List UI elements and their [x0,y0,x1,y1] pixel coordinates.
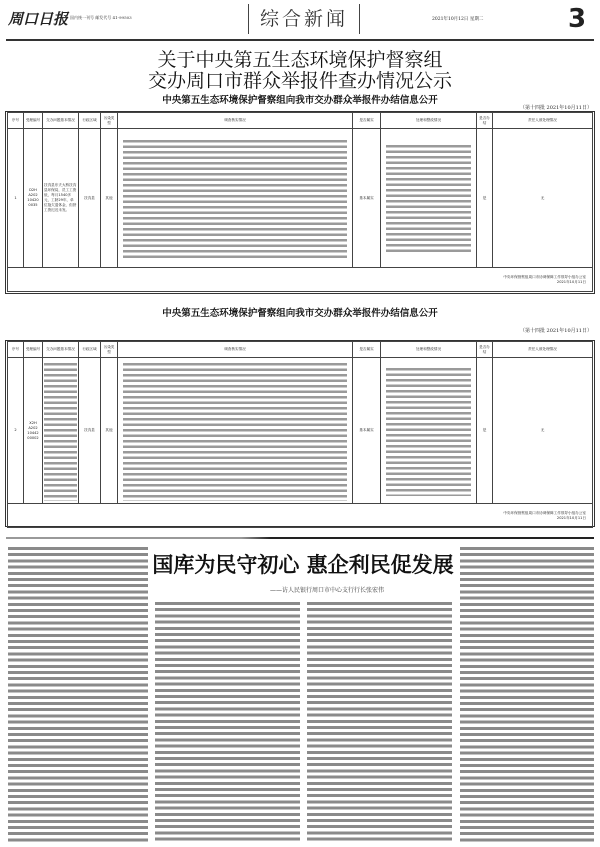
responsible-handling: 无 [493,358,593,504]
article-headline: 国库为民守初心 惠企利民促发展 [152,552,454,577]
header-cell: 责任人被处理情况 [493,342,593,358]
header-cell: 受理编号 [24,342,43,358]
sign-date: 2021年10月11日 [556,515,586,520]
notice-title-line1: 关于中央第五生态环境保护督察组 [157,49,443,71]
article-column-3 [307,600,452,843]
case-summary: 扶沟县东夫大桥扶沟县环保局，员工工资低，每月1540多元，工龄29年，单位拖欠退休金，但挤工资迟迟未发。 [43,129,79,268]
pollution-type: 其他 [101,129,118,268]
batch-label: （第十四批 2021年10月11日） [519,105,592,111]
table-footer [8,268,593,292]
header-cell: 行政区域 [79,113,101,129]
verified-status: 基本属实 [353,358,381,504]
header-cell: 污染类型 [101,113,118,129]
article-column-1 [8,545,148,843]
row-number: 2 [8,358,24,504]
case-id: D2H A202 10420 0035 [24,129,43,268]
header-cell: 责任人被处理情况 [493,113,593,129]
article-byline: ——访人民银行周口市中心支行行长张宏伟 [270,587,385,594]
header-cell: 是否办结 [477,113,493,129]
header-cell: 序号 [8,342,24,358]
header-cell: 是否属实 [353,113,381,129]
notice-title-line2: 交办周口市群众举报件查办情况公示 [147,70,452,92]
header-cell: 交办问题基本情况 [43,113,79,129]
page-number: 3 [568,4,587,34]
header-cell: 是否办结 [477,342,493,358]
verified-status: 基本属实 [353,129,381,268]
masthead-info: 国内统一刊号 邮发代号 41-99503 [70,15,132,20]
batch-label-2: （第十四批 2021年10月11日） [519,328,592,334]
header-cell: 序号 [8,113,24,129]
sign-date: 2021年10月11日 [556,279,586,284]
investigation-text [118,358,353,504]
header-cell: 受理编号 [24,113,43,129]
pollution-type: 其他 [101,358,118,504]
region: 扶沟县 [79,358,101,504]
header-cell: 污染类型 [101,342,118,358]
section-title: 综合新闻 [248,4,360,34]
investigation-text [118,129,353,268]
signer: 中央环保督察组周口市协调保障工作领导小组办公室 [503,510,586,515]
rectification-text [381,129,477,268]
notice-subtitle-2: 中央第五生态环境保护督察组向我市交办群众举报件办结信息公开 [162,308,438,319]
header-cell: 调查核实情况 [118,342,353,358]
article-divider [6,537,594,539]
table-header-row [8,113,593,129]
header-cell: 行政区域 [79,342,101,358]
table-footer [8,504,593,528]
rectification-text [381,358,477,504]
newspaper-logo: 周口日报 [8,10,69,28]
notice-subtitle: 中央第五生态环境保护督察组向我市交办群众举报件办结信息公开 [162,95,438,106]
table-row [8,129,593,268]
report-table-1 [7,112,593,292]
header-cell: 是否属实 [353,342,381,358]
table-header-row [8,342,593,358]
header-cell: 处理和整改情况 [381,113,477,129]
header-rule [6,39,594,41]
table-footer-row [8,504,593,528]
case-summary [43,358,79,504]
report-table-2 [7,341,593,528]
header-cell: 处理和整改情况 [381,342,477,358]
header-cell: 交办问题基本情况 [43,342,79,358]
row-number: 1 [8,129,24,268]
completed-status: 是 [477,129,493,268]
article-column-4 [460,545,594,843]
responsible-handling: 无 [493,129,593,268]
signer: 中央环保督察组周口市协调保障工作领导小组办公室 [503,274,586,279]
header-cell: 调查核实情况 [118,113,353,129]
region: 扶沟县 [79,129,101,268]
article-column-2 [155,600,300,843]
table-row [8,358,593,504]
issue-date: 2021年10月12日 星期二 [432,17,484,22]
notice-title [0,50,600,92]
table-footer-row [8,268,593,292]
completed-status: 是 [477,358,493,504]
case-id: X2H A202 10442 00002 [24,358,43,504]
